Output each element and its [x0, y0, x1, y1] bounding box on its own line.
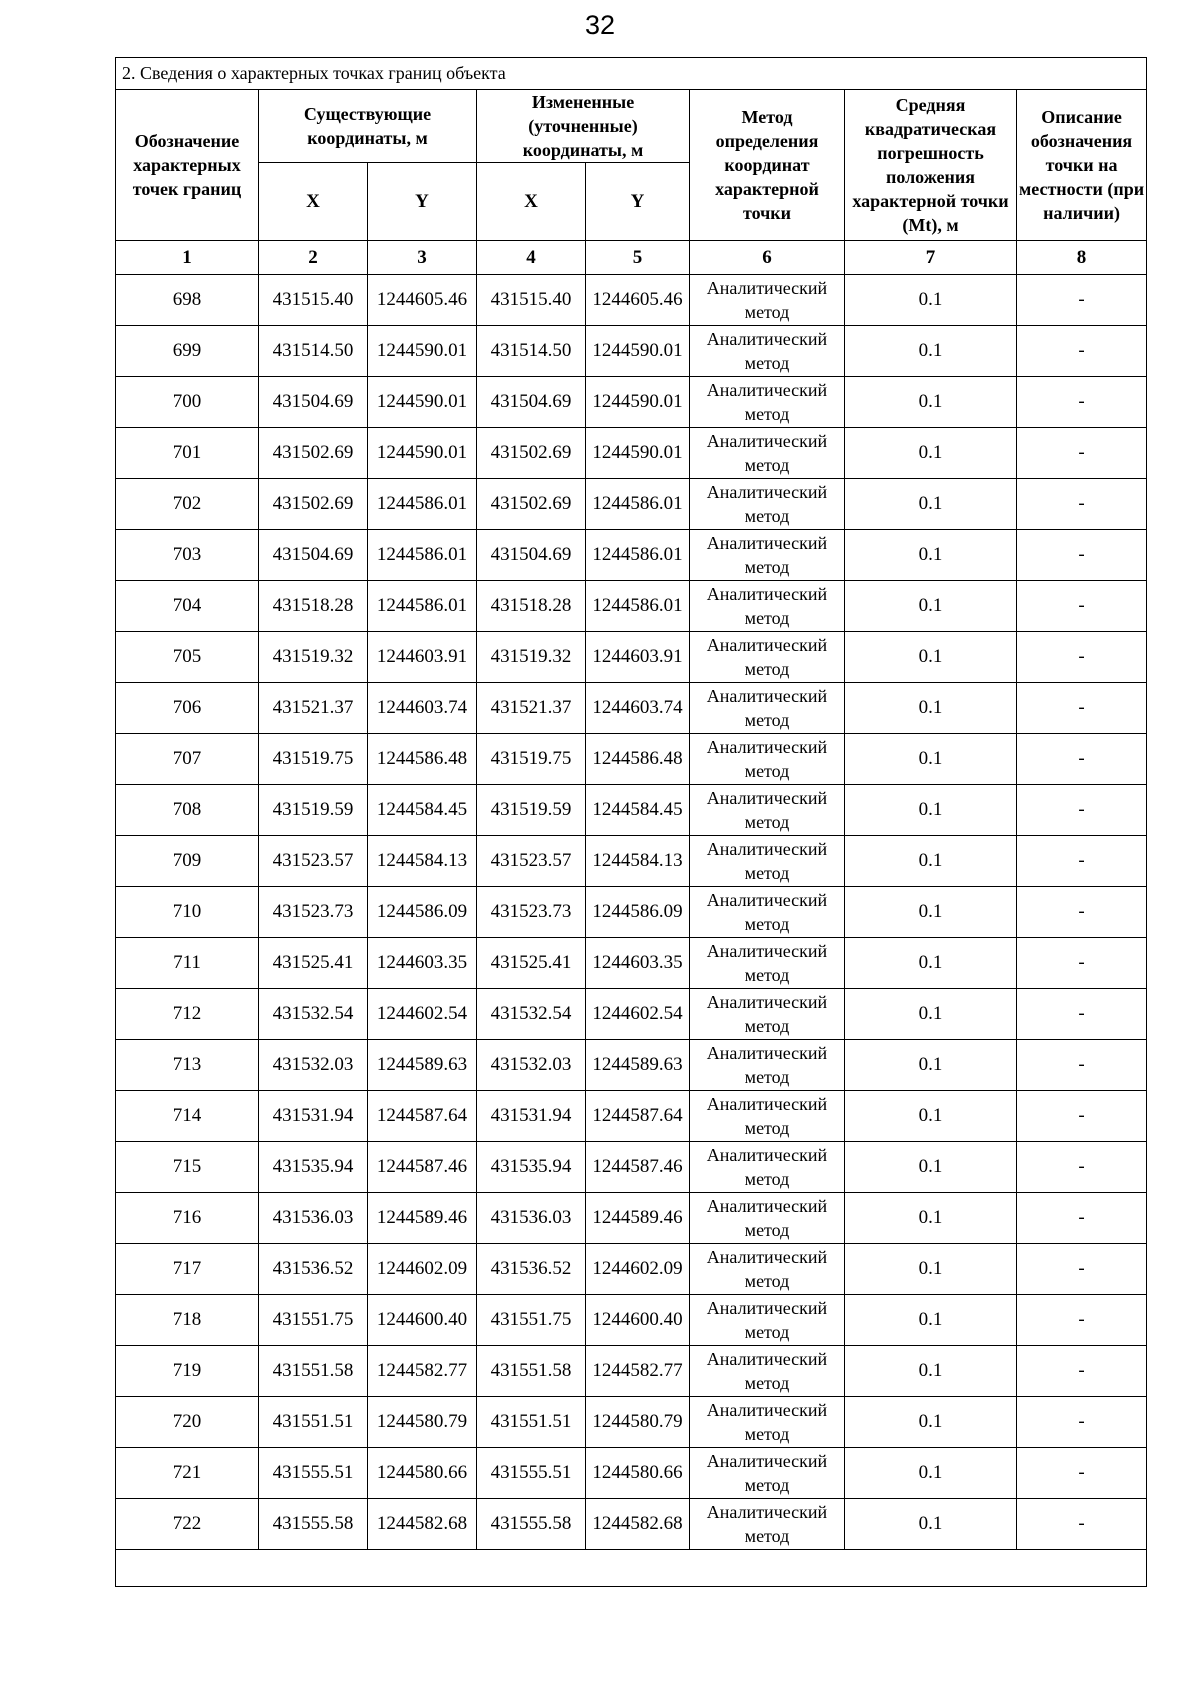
cell-description: -	[1017, 683, 1147, 734]
cell-description: -	[1017, 1499, 1147, 1550]
cell-method: Аналитический метод	[690, 530, 845, 581]
cell-error: 0.1	[845, 785, 1017, 836]
cell-y-existing: 1244589.63	[368, 1040, 477, 1091]
cell-description: -	[1017, 581, 1147, 632]
cell-y-changed: 1244600.40	[586, 1295, 690, 1346]
cell-y-changed: 1244590.01	[586, 326, 690, 377]
cell-point-id: 698	[116, 275, 259, 326]
cell-x-existing: 431555.51	[259, 1448, 368, 1499]
cell-description: -	[1017, 1142, 1147, 1193]
cell-x-changed: 431535.94	[477, 1142, 586, 1193]
cell-y-changed: 1244586.01	[586, 530, 690, 581]
cell-x-changed: 431515.40	[477, 275, 586, 326]
table-row	[116, 428, 1147, 479]
cell-x-existing: 431525.41	[259, 938, 368, 989]
cell-x-changed: 431502.69	[477, 479, 586, 530]
cell-method: Аналитический метод	[690, 581, 845, 632]
cell-y-changed: 1244603.74	[586, 683, 690, 734]
cell-point-id: 711	[116, 938, 259, 989]
cell-y-existing: 1244590.01	[368, 377, 477, 428]
table-row	[116, 479, 1147, 530]
column-numbers-row	[116, 241, 1147, 275]
table-row	[116, 632, 1147, 683]
cell-point-id: 715	[116, 1142, 259, 1193]
cell-y-changed: 1244582.77	[586, 1346, 690, 1397]
empty-cell	[116, 1550, 1147, 1587]
cell-y-existing: 1244590.01	[368, 326, 477, 377]
cell-y-changed: 1244589.63	[586, 1040, 690, 1091]
cell-point-id: 722	[116, 1499, 259, 1550]
cell-y-changed: 1244603.35	[586, 938, 690, 989]
cell-description: -	[1017, 785, 1147, 836]
empty-row	[116, 1550, 1147, 1587]
cell-error: 0.1	[845, 1142, 1017, 1193]
column-number: 1	[116, 241, 259, 275]
cell-y-existing: 1244582.77	[368, 1346, 477, 1397]
cell-y-existing: 1244582.68	[368, 1499, 477, 1550]
table-row	[116, 989, 1147, 1040]
cell-x-changed: 431555.51	[477, 1448, 586, 1499]
cell-description: -	[1017, 1091, 1147, 1142]
cell-error: 0.1	[845, 887, 1017, 938]
column-number: 7	[845, 241, 1017, 275]
cell-error: 0.1	[845, 683, 1017, 734]
cell-y-changed: 1244587.46	[586, 1142, 690, 1193]
cell-x-existing: 431532.03	[259, 1040, 368, 1091]
cell-x-existing: 431502.69	[259, 479, 368, 530]
cell-method: Аналитический метод	[690, 1346, 845, 1397]
table-row	[116, 1346, 1147, 1397]
cell-x-existing: 431523.57	[259, 836, 368, 887]
cell-y-existing: 1244584.45	[368, 785, 477, 836]
cell-point-id: 717	[116, 1244, 259, 1295]
cell-error: 0.1	[845, 1040, 1017, 1091]
cell-error: 0.1	[845, 734, 1017, 785]
cell-x-existing: 431504.69	[259, 530, 368, 581]
cell-description: -	[1017, 632, 1147, 683]
cell-method: Аналитический метод	[690, 632, 845, 683]
cell-point-id: 710	[116, 887, 259, 938]
cell-y-changed: 1244580.66	[586, 1448, 690, 1499]
cell-point-id: 702	[116, 479, 259, 530]
cell-description: -	[1017, 836, 1147, 887]
cell-point-id: 701	[116, 428, 259, 479]
cell-error: 0.1	[845, 377, 1017, 428]
cell-x-existing: 431515.40	[259, 275, 368, 326]
cell-y-existing: 1244586.09	[368, 887, 477, 938]
cell-y-changed: 1244603.91	[586, 632, 690, 683]
cell-method: Аналитический метод	[690, 326, 845, 377]
cell-method: Аналитический метод	[690, 1244, 845, 1295]
cell-x-changed: 431502.69	[477, 428, 586, 479]
cell-error: 0.1	[845, 632, 1017, 683]
cell-method: Аналитический метод	[690, 428, 845, 479]
cell-x-changed: 431555.58	[477, 1499, 586, 1550]
table-row	[116, 1295, 1147, 1346]
column-number: 8	[1017, 241, 1147, 275]
column-number: 5	[586, 241, 690, 275]
cell-x-existing: 431504.69	[259, 377, 368, 428]
cell-y-changed: 1244584.45	[586, 785, 690, 836]
cell-point-id: 719	[116, 1346, 259, 1397]
cell-x-existing: 431551.75	[259, 1295, 368, 1346]
cell-description: -	[1017, 1346, 1147, 1397]
table-row	[116, 1193, 1147, 1244]
cell-point-id: 700	[116, 377, 259, 428]
cell-y-existing: 1244602.09	[368, 1244, 477, 1295]
cell-x-existing: 431521.37	[259, 683, 368, 734]
cell-y-existing: 1244580.79	[368, 1397, 477, 1448]
cell-y-changed: 1244580.79	[586, 1397, 690, 1448]
cell-error: 0.1	[845, 989, 1017, 1040]
cell-method: Аналитический метод	[690, 938, 845, 989]
header-x-existing: X	[259, 163, 368, 241]
cell-point-id: 721	[116, 1448, 259, 1499]
header-method: Метод определения координат характерной точки	[690, 90, 845, 241]
cell-point-id: 705	[116, 632, 259, 683]
cell-point-id: 720	[116, 1397, 259, 1448]
cell-description: -	[1017, 938, 1147, 989]
header-designation: Обозначение характерных точек границ	[116, 90, 259, 241]
cell-y-existing: 1244580.66	[368, 1448, 477, 1499]
cell-y-existing: 1244587.46	[368, 1142, 477, 1193]
cell-y-existing: 1244586.01	[368, 581, 477, 632]
cell-x-existing: 431518.28	[259, 581, 368, 632]
table-row	[116, 1397, 1147, 1448]
cell-x-changed: 431536.52	[477, 1244, 586, 1295]
cell-x-existing: 431519.32	[259, 632, 368, 683]
cell-y-existing: 1244587.64	[368, 1091, 477, 1142]
cell-y-changed: 1244602.09	[586, 1244, 690, 1295]
column-number: 2	[259, 241, 368, 275]
cell-y-existing: 1244605.46	[368, 275, 477, 326]
cell-y-changed: 1244586.48	[586, 734, 690, 785]
table-row	[116, 1448, 1147, 1499]
cell-y-changed: 1244589.46	[586, 1193, 690, 1244]
cell-x-existing: 431519.75	[259, 734, 368, 785]
cell-error: 0.1	[845, 1244, 1017, 1295]
cell-x-existing: 431523.73	[259, 887, 368, 938]
cell-method: Аналитический метод	[690, 785, 845, 836]
cell-point-id: 709	[116, 836, 259, 887]
cell-method: Аналитический метод	[690, 1499, 845, 1550]
header-y-existing: Y	[368, 163, 477, 241]
cell-y-existing: 1244603.91	[368, 632, 477, 683]
cell-point-id: 707	[116, 734, 259, 785]
table-row	[116, 275, 1147, 326]
cell-y-changed: 1244590.01	[586, 428, 690, 479]
table-row	[116, 530, 1147, 581]
cell-y-changed: 1244582.68	[586, 1499, 690, 1550]
cell-x-changed: 431514.50	[477, 326, 586, 377]
cell-y-changed: 1244586.01	[586, 581, 690, 632]
cell-y-existing: 1244586.01	[368, 530, 477, 581]
cell-y-changed: 1244602.54	[586, 989, 690, 1040]
cell-y-changed: 1244584.13	[586, 836, 690, 887]
cell-x-changed: 431521.37	[477, 683, 586, 734]
cell-error: 0.1	[845, 530, 1017, 581]
cell-error: 0.1	[845, 1193, 1017, 1244]
cell-method: Аналитический метод	[690, 683, 845, 734]
table-row	[116, 1142, 1147, 1193]
cell-method: Аналитический метод	[690, 1040, 845, 1091]
cell-description: -	[1017, 1040, 1147, 1091]
boundary-points-table	[115, 57, 1147, 1587]
cell-x-changed: 431551.75	[477, 1295, 586, 1346]
cell-x-changed: 431532.03	[477, 1040, 586, 1091]
cell-description: -	[1017, 1193, 1147, 1244]
cell-x-changed: 431523.57	[477, 836, 586, 887]
header-error: Средняя квадратическая погрешность положения характерной точки (Mt), м	[845, 90, 1017, 241]
cell-description: -	[1017, 479, 1147, 530]
cell-x-existing: 431502.69	[259, 428, 368, 479]
page-number: 32	[584, 10, 616, 40]
header-existing-coordinates: Существующие координаты, м	[259, 90, 477, 163]
cell-error: 0.1	[845, 836, 1017, 887]
cell-method: Аналитический метод	[690, 1142, 845, 1193]
cell-point-id: 718	[116, 1295, 259, 1346]
table-row	[116, 1040, 1147, 1091]
table-row	[116, 1091, 1147, 1142]
table-row	[116, 836, 1147, 887]
cell-error: 0.1	[845, 479, 1017, 530]
cell-x-changed: 431532.54	[477, 989, 586, 1040]
cell-method: Аналитический метод	[690, 1397, 845, 1448]
cell-error: 0.1	[845, 1295, 1017, 1346]
cell-method: Аналитический метод	[690, 377, 845, 428]
table-row	[116, 377, 1147, 428]
cell-method: Аналитический метод	[690, 479, 845, 530]
cell-y-existing: 1244586.01	[368, 479, 477, 530]
cell-point-id: 699	[116, 326, 259, 377]
cell-error: 0.1	[845, 581, 1017, 632]
cell-description: -	[1017, 989, 1147, 1040]
cell-x-changed: 431536.03	[477, 1193, 586, 1244]
cell-method: Аналитический метод	[690, 836, 845, 887]
cell-method: Аналитический метод	[690, 734, 845, 785]
cell-error: 0.1	[845, 326, 1017, 377]
header-x-changed: X	[477, 163, 586, 241]
header-y-changed: Y	[586, 163, 690, 241]
cell-error: 0.1	[845, 938, 1017, 989]
table-row	[116, 734, 1147, 785]
cell-description: -	[1017, 377, 1147, 428]
table-row	[116, 581, 1147, 632]
cell-description: -	[1017, 887, 1147, 938]
cell-method: Аналитический метод	[690, 1448, 845, 1499]
cell-error: 0.1	[845, 1499, 1017, 1550]
cell-error: 0.1	[845, 1091, 1017, 1142]
cell-description: -	[1017, 1448, 1147, 1499]
cell-point-id: 704	[116, 581, 259, 632]
cell-y-changed: 1244590.01	[586, 377, 690, 428]
cell-description: -	[1017, 275, 1147, 326]
cell-point-id: 716	[116, 1193, 259, 1244]
table-caption: 2. Сведения о характерных точках границ объекта	[116, 58, 1147, 90]
cell-point-id: 703	[116, 530, 259, 581]
cell-y-existing: 1244602.54	[368, 989, 477, 1040]
table-row	[116, 1499, 1147, 1550]
header-description: Описание обозначения точки на местности (при наличии)	[1017, 90, 1147, 241]
cell-x-changed: 431525.41	[477, 938, 586, 989]
column-number: 4	[477, 241, 586, 275]
cell-method: Аналитический метод	[690, 1091, 845, 1142]
header-changed-coordinates: Измененные (уточненные) координаты, м	[477, 90, 690, 163]
table-body	[116, 275, 1147, 1587]
cell-description: -	[1017, 734, 1147, 785]
cell-x-existing: 431536.52	[259, 1244, 368, 1295]
cell-x-changed: 431519.75	[477, 734, 586, 785]
cell-y-changed: 1244586.09	[586, 887, 690, 938]
cell-method: Аналитический метод	[690, 1295, 845, 1346]
cell-y-changed: 1244586.01	[586, 479, 690, 530]
cell-error: 0.1	[845, 275, 1017, 326]
cell-x-changed: 431504.69	[477, 530, 586, 581]
cell-x-changed: 431504.69	[477, 377, 586, 428]
cell-method: Аналитический метод	[690, 275, 845, 326]
cell-method: Аналитический метод	[690, 1193, 845, 1244]
cell-x-changed: 431518.28	[477, 581, 586, 632]
cell-y-existing: 1244603.35	[368, 938, 477, 989]
cell-error: 0.1	[845, 1346, 1017, 1397]
cell-point-id: 713	[116, 1040, 259, 1091]
cell-x-existing: 431555.58	[259, 1499, 368, 1550]
cell-description: -	[1017, 1397, 1147, 1448]
cell-x-existing: 431519.59	[259, 785, 368, 836]
cell-y-existing: 1244584.13	[368, 836, 477, 887]
table-row	[116, 1244, 1147, 1295]
cell-point-id: 706	[116, 683, 259, 734]
table-row	[116, 938, 1147, 989]
cell-point-id: 708	[116, 785, 259, 836]
cell-y-existing: 1244590.01	[368, 428, 477, 479]
cell-description: -	[1017, 428, 1147, 479]
cell-y-existing: 1244600.40	[368, 1295, 477, 1346]
cell-description: -	[1017, 1244, 1147, 1295]
cell-x-existing: 431535.94	[259, 1142, 368, 1193]
column-number: 3	[368, 241, 477, 275]
cell-error: 0.1	[845, 1397, 1017, 1448]
cell-x-existing: 431551.51	[259, 1397, 368, 1448]
cell-y-existing: 1244589.46	[368, 1193, 477, 1244]
cell-description: -	[1017, 326, 1147, 377]
cell-x-existing: 431514.50	[259, 326, 368, 377]
cell-x-changed: 431519.32	[477, 632, 586, 683]
cell-point-id: 712	[116, 989, 259, 1040]
cell-y-existing: 1244586.48	[368, 734, 477, 785]
cell-x-changed: 431551.51	[477, 1397, 586, 1448]
cell-x-changed: 431519.59	[477, 785, 586, 836]
cell-x-existing: 431532.54	[259, 989, 368, 1040]
cell-x-existing: 431531.94	[259, 1091, 368, 1142]
column-number: 6	[690, 241, 845, 275]
cell-error: 0.1	[845, 1448, 1017, 1499]
cell-x-changed: 431531.94	[477, 1091, 586, 1142]
cell-description: -	[1017, 530, 1147, 581]
table-row	[116, 326, 1147, 377]
cell-y-changed: 1244605.46	[586, 275, 690, 326]
cell-error: 0.1	[845, 428, 1017, 479]
cell-y-changed: 1244587.64	[586, 1091, 690, 1142]
cell-method: Аналитический метод	[690, 887, 845, 938]
table-row	[116, 887, 1147, 938]
cell-y-existing: 1244603.74	[368, 683, 477, 734]
cell-description: -	[1017, 1295, 1147, 1346]
cell-x-existing: 431551.58	[259, 1346, 368, 1397]
cell-x-changed: 431551.58	[477, 1346, 586, 1397]
cell-point-id: 714	[116, 1091, 259, 1142]
table-row	[116, 785, 1147, 836]
cell-x-existing: 431536.03	[259, 1193, 368, 1244]
table-row	[116, 683, 1147, 734]
cell-method: Аналитический метод	[690, 989, 845, 1040]
cell-x-changed: 431523.73	[477, 887, 586, 938]
